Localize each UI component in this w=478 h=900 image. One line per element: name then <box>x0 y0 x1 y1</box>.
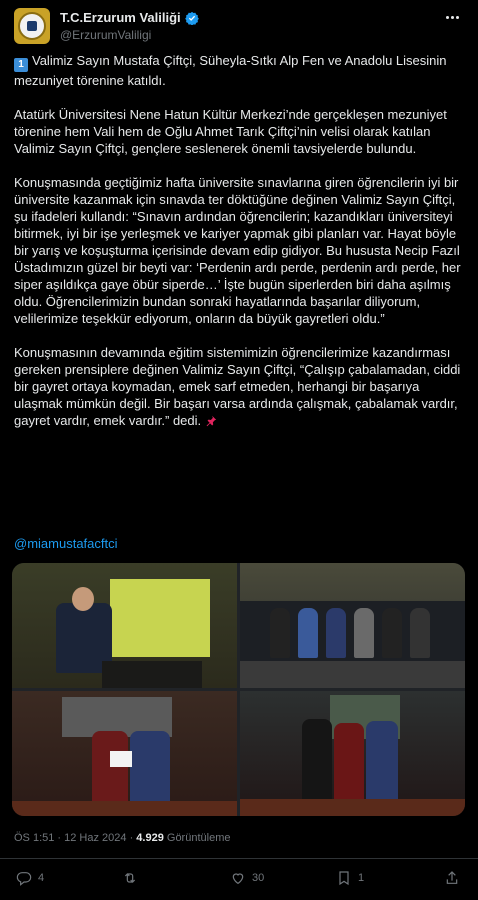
view-count: 4.929 <box>136 832 164 844</box>
post-meta <box>14 832 230 844</box>
paragraph-4 <box>14 344 466 429</box>
account-handle[interactable]: @ErzurumValiligi <box>60 28 152 42</box>
avatar[interactable] <box>14 8 50 44</box>
like-icon <box>230 870 246 886</box>
account-name-text[interactable]: T.C.Erzurum Valiliği <box>60 10 181 25</box>
bookmark-count: 1 <box>358 872 365 884</box>
action-bar <box>14 866 464 892</box>
photo-2[interactable] <box>240 563 465 688</box>
keycap-one-icon: 1 <box>14 58 28 72</box>
reply-icon <box>16 870 32 886</box>
verified-badge-icon <box>185 11 199 25</box>
photo-1[interactable] <box>12 563 237 688</box>
post-text <box>14 52 466 446</box>
post-timestamp[interactable]: ÖS 1:51 · 12 Haz 2024 · <box>14 832 137 844</box>
reply-button[interactable] <box>16 870 44 886</box>
media-grid <box>12 563 465 816</box>
like-count: 30 <box>252 872 265 884</box>
paragraph-3: Konuşmasında geçtiğimiz hafta üniversite sınavlarına giren öğrencilerin iyi bir üniversite kazanmak için sınavda ter döktüğüne değinen Valimiz Sayın Çiftçi, şu ifadeleri kullandı: “Sınavın ardından öğrencilerin; kazandıkları üniversiteyi bitirmek, iyi bir işe yerleşmek ve kariyer yapmak gibi planları var. Hayat böyle bir yarış ve koşuşturma içerisinde devam edip gidiyor. Bu hususta Necip Fazıl Üstadımızın güzel bir beyti var: ‘Perdenin ardı perde, perdenin ardı perde, her siper aşıldıkça gaye öbür siperde…’ İşte bugün siperlerden biri daha aşılmış oldu. Öğrencilerimizin bundan sonraki hayatlarında başarılar diliyorum, velilerimize teşekkür ediyorum, onların da büyük gayretleri oldu.” <box>14 175 461 326</box>
paragraph-2: Atatürk Üniversitesi Nene Hatun Kültür Merkezi’nde gerçekleşen mezuniyet törenine hem Vali hem de Oğlu Ahmet Tarık Çiftçi’nin velisi olarak katılan Valimiz Sayın Çiftçi, gençlere seslenerek önemli tavsiyelerde bulundu. <box>14 107 447 156</box>
paragraph-4-text: Konuşmasının devamında eğitim sistemimizin öğrencilerimize kazandırması gereken prensiplere değinen Valimiz Sayın Çiftçi, “Çalışıp çabalamadan, ciddi bir gayret ortaya koymadan, emek sarf etmeden, herhangi bir başarıya ulaşmak mümkün değil. Bir başarı varsa ardında çalışmak, çabalamak vardır, gayret vardır, emek vardır.” dedi. <box>14 345 461 428</box>
pin-icon <box>205 415 217 427</box>
bookmark-icon <box>336 870 352 886</box>
photo-4[interactable] <box>240 691 465 816</box>
seal-logo <box>18 12 46 40</box>
post-header <box>14 8 466 46</box>
mention-link[interactable]: @miamustafacftci <box>14 536 118 551</box>
bookmark-button[interactable] <box>336 870 364 886</box>
reply-count: 4 <box>38 872 45 884</box>
repost-button[interactable] <box>122 870 144 886</box>
more-icon[interactable] <box>446 12 464 22</box>
repost-icon <box>122 870 138 886</box>
account-name[interactable] <box>60 10 199 25</box>
paragraph-1-text: Valimiz Sayın Mustafa Çiftçi, Süheyla-Sıtkı Alp Fen ve Anadolu Lisesinin mezuniyet törenine katıldı. <box>14 53 447 88</box>
paragraph-1 <box>14 52 466 89</box>
views-label: Görüntüleme <box>163 832 231 844</box>
divider <box>0 858 478 859</box>
share-icon <box>444 870 460 886</box>
photo-3[interactable] <box>12 691 237 816</box>
like-button[interactable] <box>230 870 264 886</box>
share-button[interactable] <box>444 870 460 886</box>
